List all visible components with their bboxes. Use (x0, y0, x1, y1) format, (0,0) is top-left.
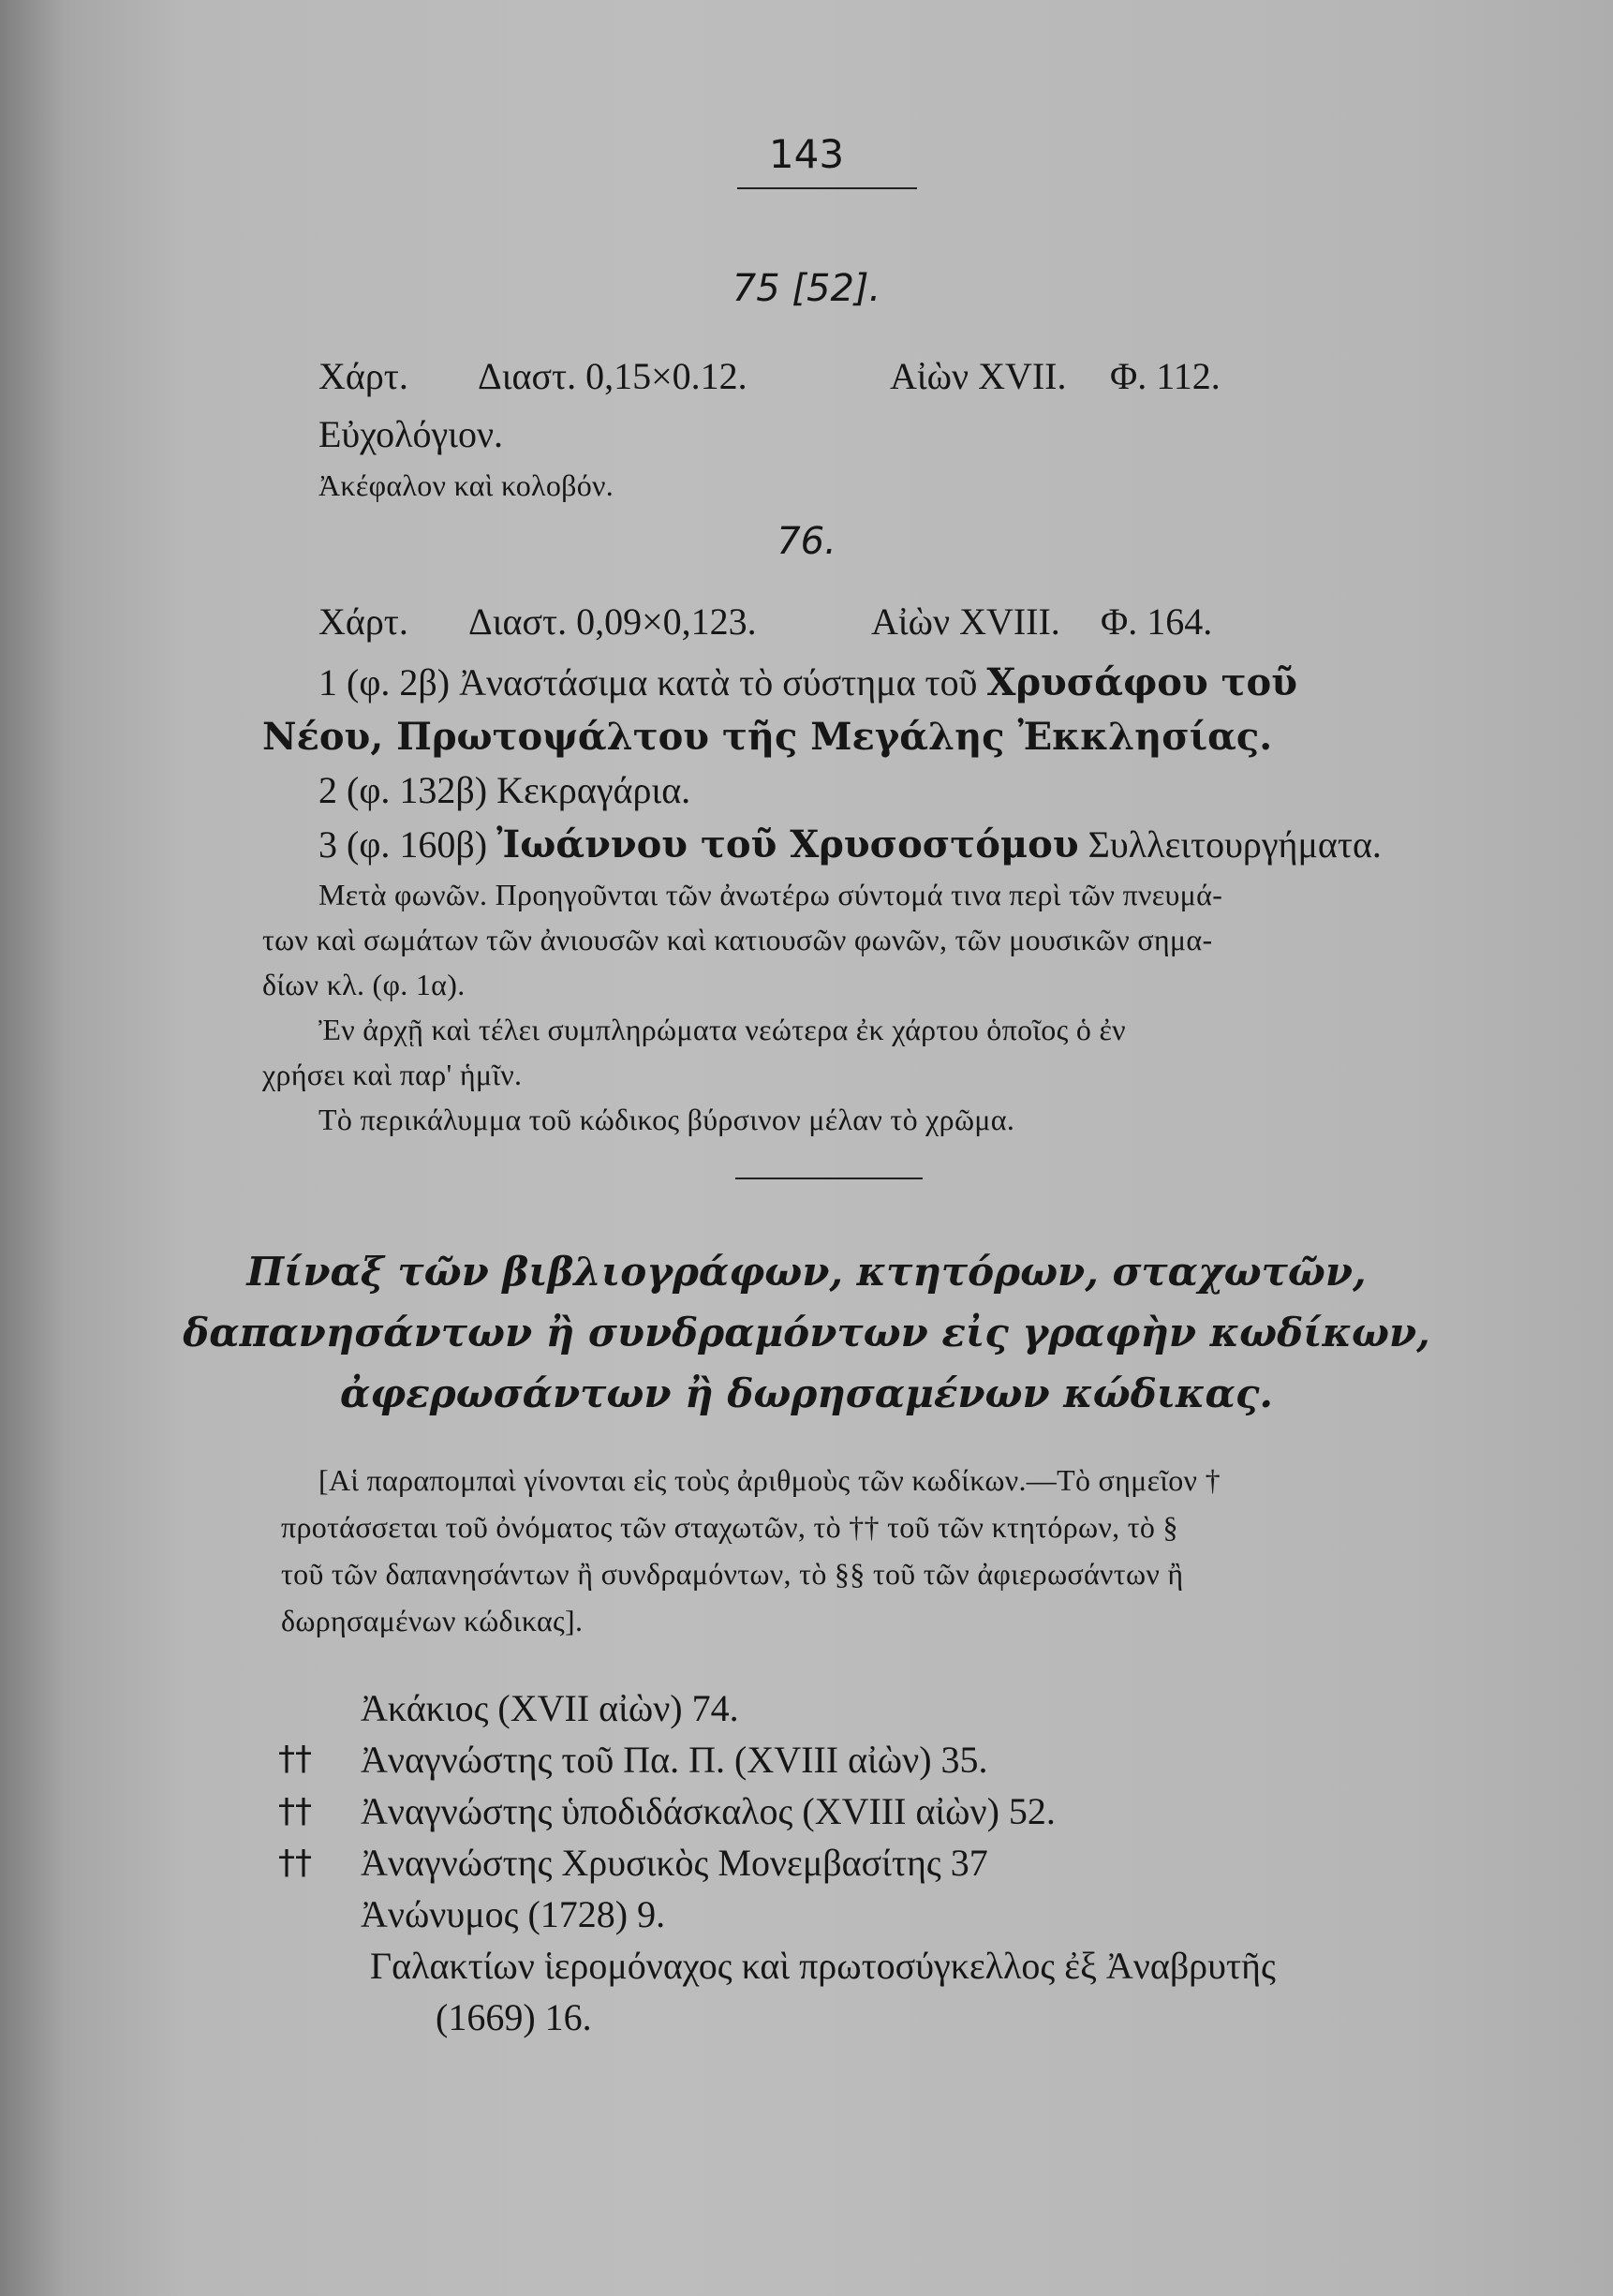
entry-75-heading: 75 [52]. (732, 267, 881, 310)
item-1-text: 1 (φ. 2β) Ἀναστάσιμα κατὰ τὸ σύστημα τοῦ (318, 661, 978, 704)
index-title-line: Πίναξ τῶν βιβλιογράφων, κτητόρων, σταχωτῶν, (246, 1249, 1367, 1295)
page-number-underline (737, 187, 917, 189)
entry-76-item-1-continued: Νέου, Πρωτοψάλτου τῆς Μεγάλης Ἐκκλησίας. (262, 715, 1273, 759)
section-divider (735, 1178, 923, 1179)
entry-75-folios: Φ. 112. (1110, 355, 1221, 397)
owner-mark: †† (278, 1740, 312, 1778)
entry-75-century: Αἰὼν XVII. (890, 355, 1067, 397)
index-entry: Ἀκάκιος (XVII αἰὼν) 74. (361, 1687, 739, 1729)
entry-76-folios: Φ. 164. (1101, 600, 1213, 643)
owner-mark: †† (278, 1792, 312, 1830)
entry-75-title: Εὐχολόγιον. (318, 413, 504, 455)
index-entry: Ἀναγνώστης τοῦ Πα. Π. (XVIII αἰὼν) 35. (361, 1739, 988, 1781)
item-1-author: Χρυσάφου τοῦ (986, 660, 1297, 704)
index-note-line: [Αἱ παραπομπαὶ γίνονται εἰς τοὺς ἀριθμοὺς τῶν κωδίκων.—Τὸ σημεῖον † (318, 1463, 1221, 1497)
page-number: 143 (768, 131, 845, 177)
entry-76-item-3 (318, 822, 1382, 867)
entry-75-material: Χάρτ. (318, 355, 408, 397)
entry-76-dimensions: Διαστ. 0,09×0,123. (468, 600, 757, 643)
index-entry: Ἀνώνυμος (1728) 9. (361, 1893, 666, 1935)
index-entry: Ἀναγνώστης ὑποδιδάσκαλος (XVIII αἰὼν) 52. (361, 1790, 1056, 1832)
entry-76-note-line: Μετὰ φωνῶν. Προηγοῦνται τῶν ἀνωτέρω σύντομά τινα περὶ τῶν πνευμά- (318, 878, 1223, 911)
entry-75-condition: Ἀκέφαλον καὶ κολοβόν. (318, 468, 614, 502)
entry-76-note-line: δίων κλ. (φ. 1α). (262, 968, 466, 1001)
item-3-folio: 3 (φ. 160β) (318, 823, 488, 866)
entry-76-item-1 (318, 660, 1297, 704)
item-3-author: Ἰωάννου τοῦ Χρυσοστόμου (496, 822, 1079, 867)
entry-75-dimensions: Διαστ. 0,15×0.12. (478, 355, 747, 397)
entry-76-note-line: χρήσει καὶ παρ' ἡμῖν. (262, 1058, 523, 1091)
entry-76-note-line: Τὸ περικάλυμμα τοῦ κώδικος βύρσινον μέλαν τὸ χρῶμα. (318, 1103, 1015, 1136)
item-3-title: Συλλειτουργήματα. (1088, 823, 1382, 866)
owner-mark: †† (278, 1844, 312, 1882)
entry-76-note-line: Ἐν ἀρχῇ καὶ τέλει συμπληρώματα νεώτερα ἐκ χάρτου ὁποῖος ὁ ἐν (318, 1013, 1126, 1046)
index-entry: Γαλακτίων ἱερομόναχος καὶ πρωτοσύγκελλος ἐξ Ἀναβρυτῆς (370, 1945, 1276, 1987)
entry-76-heading: 76. (777, 520, 836, 563)
entry-76-century: Αἰὼν XVIII. (871, 600, 1060, 643)
index-note-line: τοῦ τῶν δαπανησάντων ἢ συνδραμόντων, τὸ §§ τοῦ τῶν ἀφιερωσάντων ἢ (281, 1557, 1184, 1591)
index-title-line: δαπανησάντων ἢ συνδραμόντων εἰς γραφὴν κωδίκων, (183, 1310, 1430, 1355)
index-title-line: ἀφερωσάντων ἢ δωρησαμένων κώδικας. (339, 1370, 1274, 1416)
index-note-line: δωρησαμένων κώδικας]. (281, 1604, 584, 1637)
index-note-line: προτάσσεται τοῦ ὀνόματος τῶν σταχωτῶν, τὸ †† τοῦ τῶν κτητόρων, τὸ § (281, 1510, 1178, 1544)
index-entry: Ἀναγνώστης Χρυσικὸς Μονεμβασίτης 37 (361, 1842, 988, 1884)
entry-76-note-line: των καὶ σωμάτων τῶν ἀνιουσῶν καὶ κατιουσῶν φωνῶν, τῶν μουσικῶν σημα- (262, 923, 1213, 956)
index-entry-continued: (1669) 16. (436, 1996, 592, 2038)
entry-76-item-2: 2 (φ. 132β) Κεκραγάρια. (318, 769, 691, 811)
entry-76-material: Χάρτ. (318, 600, 408, 643)
